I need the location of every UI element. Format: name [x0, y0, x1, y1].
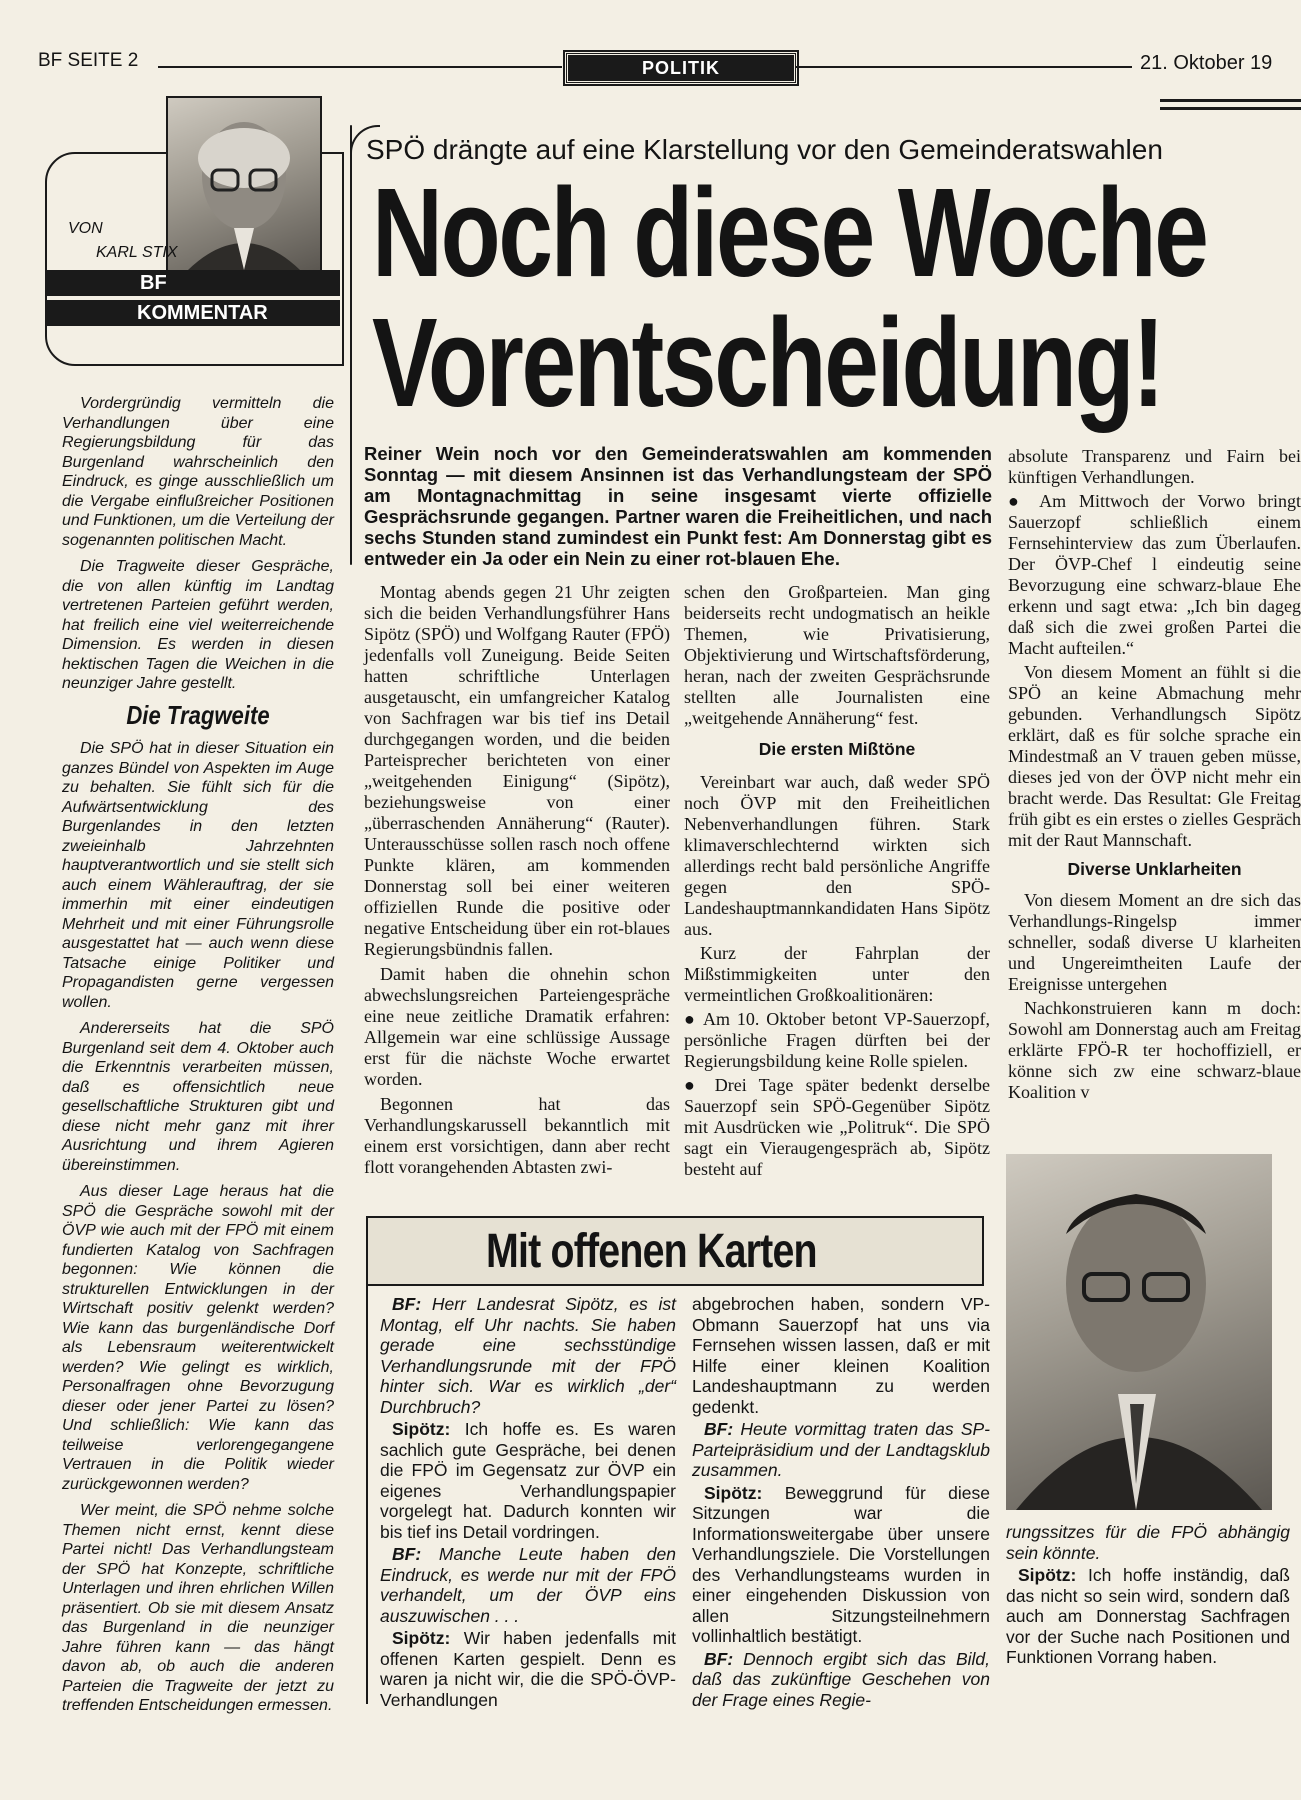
page-header: [0, 0, 1301, 78]
interview-col-a: [380, 1294, 676, 1710]
article-lead: Reiner Wein noch vor den Gemeinderatswahlen am kommenden Sonntag — mit diesem Ansinnen ist das Verhandlungsteam der SPÖ am Montagnachmittag in seine insgesamt vierte offizielle Gesprächsrunde gegangen. Partner waren die Freiheitlichen, und nach sechs Stunden stand zumindest ein Punkt fest: Am Donnerstag gibt es entweder ein Ja oder ein Nein zu einer rot-blauen Ehe.: [364, 443, 992, 569]
article-col-2: schen den Großparteien. Man ging beiderseits recht undogmatisch an heikle Themen, wie Privatisierung, Objektivierung und Wirtschaftsförderung, heran, nach der zweiten Gesprächsrunde stellten alle Journalisten eine „weitgehende Annäherung“ fest. Die ersten Mißtöne Vereinbart war auch, daß weder SPÖ noch ÖVP mit den Freiheitlichen Nebenverhandlungen führen. Stark klimaverschlechternd wirkten sich allerdings recht bald persönliche Angriffe gegen den SPÖ-Landeshauptmannkandidaten Hans Sipötz aus. Kurz der Fahrplan der Mißstimmigkeiten unter den vermeintlichen Großkoalitionären: ● Am 10. Oktober betont VP-Sauerzopf, persönliche Fragen dürften bei der Regierungsbildung keine Rolle spielen. ● Drei Tage später bedenkt derselbe Sauerzopf sein SPÖ-Gegenüber Sipötz mit Ausdrücken wie „Politruk“. Die SPÖ sagt ein Vieraugengespräch ab, Sipötz besteht auf: [684, 582, 990, 1179]
page-number: BF SEITE 2: [38, 50, 139, 71]
headline-line-2: Vorentscheidung!: [372, 292, 1163, 433]
comment-author: KARL STIX: [96, 244, 178, 261]
interview-photo: [1006, 1154, 1272, 1510]
interview-col-c: [1006, 1522, 1290, 1668]
interview-col-b: [692, 1294, 990, 1710]
interview-title-box: Mit offenen Karten: [366, 1216, 984, 1286]
interview-turn: Sipötz: Beweggrund für diese Sitzungen war die Informationsweitergabe über unsere Verhandlungsziele. Die Vorstellungen des Verhandlungsteams wurden in einer eingehenden Diskussion von allen Sitzungsteilnehmern vollinhaltlich bestätigt.: [692, 1482, 990, 1646]
comment-label-bar: KOMMENTAR: [45, 300, 340, 326]
interview-turn: BF: Dennoch ergibt sich das Bild, daß das zukünftige Geschehen von der Frage eines Regie-: [692, 1648, 990, 1710]
interview-turn: rungssitzes für die FPÖ abhängig sein könnte.: [1006, 1522, 1290, 1563]
comment-text: Vordergründig vermitteln die Verhandlungen über eine Regierungsbildung für das Burgenland wahrscheinlich den Eindruck, es ginge ausschließlich um die Vergabe einflußreicher Positionen und Funktionen, um die Verteilung der sogenannten politischen Macht. Die Tragweite dieser Gespräche, die von allen künftig im Landtag vertretenen Parteien geführt werden, hat freilich eine viel weiterreichende Dimension. Es werden in diesen hektischen Tagen die Weichen in die neunziger Jahre gestellt. Die Tragweite Die SPÖ hat in dieser Situation ein ganzes Bündel von Aspekten im Auge zu behalten. Sie fühlt sich für die Aufwärtsentwicklung des Burgenlandes in den letzten zweieinhalb Jahrzehnten hauptverantwortlich und sie stellt sich auch einem Wählerauftrag, der sie immerhin mit einer eindeutigen Mehrheit und mit einer Führungsrolle ausgestattet hat — auch wenn diese Tatsache einige Politiker und Propagandisten gerne vergessen wollen. Andererseits hat die SPÖ Burgenland seit dem 4. Oktober auch die Erkenntnis verarbeiten müssen, daß es offensichtlich neue gesellschaftliche Strukturen gibt und diese nicht mehr ganz mit ihrer Ausrichtung und ihrem Agieren übereinstimmen. Aus dieser Lage heraus hat die SPÖ die Gespräche sowohl mit der ÖVP wie auch mit der FPÖ mit einem fundierten Katalog von Sachfragen begonnen: Wie können die strukturellen Entwicklungen in der Wirtschaft positiv gelenkt werden? Wie kann das burgenländische Dorf als Lebensraum weiterentwickelt werden? Wie gelingt es wirklich, Personalfragen ohne Bevorzugung dieser oder jener Partei zu lösen? Und schließlich: Wie kann das teilweise verlorengegangene Vertrauen in die Politik wieder zurückgewonnen werden? Wer meint, die SPÖ nehme solche Themen nicht ernst, kennt diese Partei nicht! Das Verhandlungsteam der SPÖ hat Konzepte, schriftliche Unterlagen und ihren ehrlichen Willen präsentiert. Ob sie mit diesem Ansatz das Burgenland in die neunziger Jahre führen kann — das hängt davon ab, ob auch die anderen Parteien die Tragweite der jetzt zu treffenden Entscheidungen ermessen.: [62, 395, 334, 1714]
article-frame-line: [350, 125, 352, 565]
article-col-1: Montag abends gegen 21 Uhr zeigten sich die beiden Verhandlungsführer Hans Sipötz (SPÖ) und Wolfgang Rauter (FPÖ) jedenfalls voll Zuneigung. Beide Seiten hatten schriftliche Unterlagen ausgetauscht, ein umfangreicher Katalog von Sachfragen war bis tief ins Detail durchgegangen worden, und die beiden Parteisprecher berichteten von einer „weitgehenden Einigung“ (Sipötz), beziehungsweise von einer „überraschenden Annäherung“ (Rauter). Unterausschüsse sollen rasch noch offene Punkte klären, am kommenden Donnerstag soll bei einer weiteren offiziellen Runde die positive oder negative Entscheidung über ein rot-blaues Regierungsbündnis fallen. Damit haben die ohnehin schon abwechslungsreichen Parteiengespräche eine neue zeitliche Dramatik erfahren: Allgemein war eine schlüssige Aussage erst für die nächste Woche erwartet worden. Begonnen hat das Verhandlungskarussell bekanntlich mit einem erst vorsichtigen, dann aber recht flott vorangehenden Abtasten zwi-: [364, 582, 670, 1177]
comment-subhead: Die Tragweite: [126, 699, 270, 730]
interview-turn: BF: Herr Landesrat Sipötz, es ist Montag, elf Uhr nachts. Sie haben gerade eine sechsstündige Verhandlungsrunde mit der FPÖ hinter sich. War es wirklich „der“ Durchbruch?: [380, 1294, 676, 1417]
author-photo: [166, 96, 322, 272]
headline-line-1: Noch diese Woche: [372, 162, 1207, 303]
interview-turn: abgebrochen haben, sondern VP-Obmann Sauerzopf hat uns via Fernsehen wissen lassen, daß er mit Hilfe einer kleinen Koalition Landeshauptmann zu werden gedenkt.: [692, 1294, 990, 1417]
interview-turn: BF: Heute vormittag traten das SP-Parteipräsidium und der Landtagsklub zusammen.: [692, 1419, 990, 1480]
comment-brand-bar: BF: [45, 270, 340, 296]
article-subhead-1: Die ersten Mißtöne: [758, 739, 916, 759]
article-kicker: SPÖ drängte auf eine Klarstellung vor den Gemeinderatswahlen: [366, 134, 1163, 165]
article-subhead-2: Diverse Unklarheiten: [1067, 859, 1242, 879]
comment-byline: VON: [68, 220, 103, 237]
interview-turn: Sipötz: Wir haben jedenfalls mit offenen Karten gespielt. Denn es waren ja nicht wir, die die SPÖ-ÖVP-Verhandlungen: [380, 1628, 676, 1710]
interview-turn: BF: Manche Leute haben den Eindruck, es werde nur mit der FPÖ verhandelt, um der ÖVP eins auszuwischen . . .: [380, 1544, 676, 1626]
section-label: POLITIK: [565, 52, 797, 84]
issue-date: 21. Oktober 19: [1140, 52, 1273, 74]
article-col-3: absolute Transparenz und Fairn bei künftigen Verhandlungen. ● Am Mittwoch der Vorwo bringt Sauerzopf schließlich einem Fernsehinterview das zum Überlaufen. Der ÖVP-Chef l eindeutig seine Bevorzugung eine schwarz-blaue Ehe erkenn und sagt etwa: „Ich bin dageg daß sich die zwei großen Partei die Macht aufteilen.“ Von diesem Moment an fühlt si die SPÖ an keine Abmachung mehr gebunden. Verhandlungsch Sipötz erklärt, daß es für solche sprache ein Mindestmaß an V trauen geben müsse, dieses jed von der ÖVP nicht mehr ein bracht werde. Das Resultat: Gle Freitag früh gibt es ein erstes o zielles Gespräch mit der Raut Mannschaft. Diverse Unklarheiten Von diesem Moment an dre sich das Verhandlungs-Ringelsp immer schneller, sodaß diverse U klarheiten und Ungereimtheiten Laufe der Ereignisse untergehen Nachkonstruieren kann m doch: Sowohl am Donnerstag auch am Freitag erklärte FPÖ-R ter hochoffiziell, er könne sich zw eine schwarz-blaue Koalition v: [1008, 446, 1301, 1102]
interview-turn: Sipötz: Ich hoffe es. Es waren sachlich gute Gespräche, bei denen die FPÖ im Gegensatz zur ÖVP ein eigenes Verhandlungspapier vorgelegt hat. Dadurch konnten wir bis tief ins Detail vordringen.: [380, 1419, 676, 1542]
interview-frame-left: [366, 1282, 368, 1704]
interview-turn: Sipötz: Ich hoffe inständig, daß das nicht so sein wird, sondern daß auch am Donnerstag Sachfragen vor der Suche nach Positionen und Funktionen Vorrang haben.: [1006, 1565, 1290, 1667]
